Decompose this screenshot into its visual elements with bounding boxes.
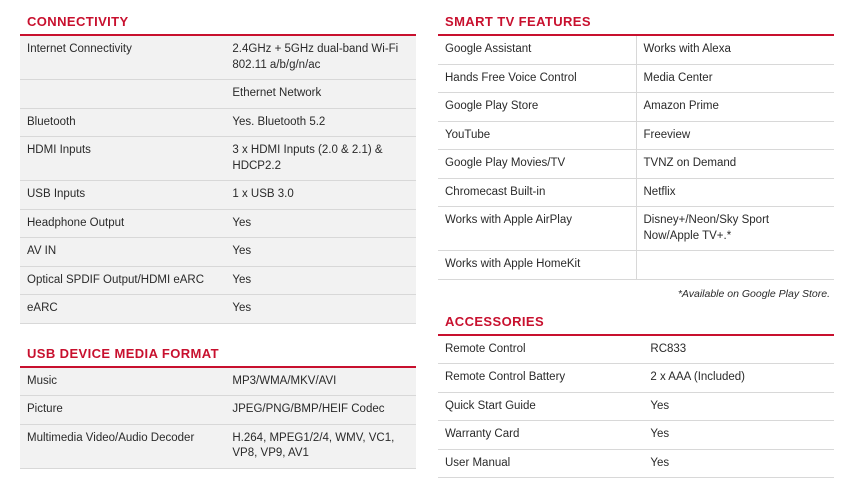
table-row xyxy=(20,209,416,238)
row-label: Warranty Card xyxy=(438,421,643,450)
usb-media-table xyxy=(20,368,416,469)
feature-right: Media Center xyxy=(636,64,834,93)
table-row xyxy=(438,64,834,93)
feature-right: Amazon Prime xyxy=(636,93,834,122)
table-row xyxy=(438,421,834,450)
row-value: Yes. Bluetooth 5.2 xyxy=(225,108,416,137)
connectivity-section xyxy=(20,14,416,324)
row-value: Yes xyxy=(643,421,834,450)
smart-tv-section xyxy=(438,14,834,300)
row-label: Music xyxy=(20,368,225,396)
accessories-table xyxy=(438,336,834,478)
smart-tv-title: SMART TV FEATURES xyxy=(445,14,591,29)
row-value: 3 x HDMI Inputs (2.0 & 2.1) & HDCP2.2 xyxy=(225,137,416,181)
row-value: RC833 xyxy=(643,336,834,364)
feature-left: Google Play Store xyxy=(438,93,636,122)
accessories-title: ACCESSORIES xyxy=(445,313,545,329)
row-label: AV IN xyxy=(20,238,225,267)
table-row xyxy=(438,392,834,421)
row-value: 2.4GHz + 5GHz dual-band Wi-Fi 802.11 a/b/g/n/ac xyxy=(225,36,416,80)
table-row xyxy=(438,150,834,179)
right-column xyxy=(438,14,834,478)
feature-left: Works with Apple HomeKit xyxy=(438,251,636,280)
table-row xyxy=(438,251,834,280)
feature-right: Works with Alexa xyxy=(636,36,834,64)
table-row xyxy=(20,108,416,137)
table-row xyxy=(20,266,416,295)
row-label xyxy=(20,80,225,109)
connectivity-table xyxy=(20,36,416,324)
row-label: eARC xyxy=(20,295,225,324)
feature-right: TVNZ on Demand xyxy=(636,150,834,179)
feature-left: Google Play Movies/TV xyxy=(438,150,636,179)
row-value: Yes xyxy=(225,238,416,267)
feature-left: Chromecast Built-in xyxy=(438,178,636,207)
smart-tv-table xyxy=(438,36,834,280)
row-value: 1 x USB 3.0 xyxy=(225,181,416,210)
section-spacer xyxy=(20,324,416,346)
feature-right xyxy=(636,251,834,280)
row-value: Yes xyxy=(643,392,834,421)
feature-left: Works with Apple AirPlay xyxy=(438,207,636,251)
row-value: MP3/WMA/MKV/AVI xyxy=(225,368,416,396)
row-label: Multimedia Video/Audio Decoder xyxy=(20,424,225,468)
section-spacer xyxy=(438,300,834,314)
row-value: 2 x AAA (Included) xyxy=(643,364,834,393)
table-row xyxy=(20,295,416,324)
table-row xyxy=(20,80,416,109)
table-row xyxy=(438,364,834,393)
row-label: Bluetooth xyxy=(20,108,225,137)
table-row xyxy=(438,336,834,364)
accessories-section xyxy=(438,314,834,478)
connectivity-title: CONNECTIVITY xyxy=(27,14,129,29)
feature-right: Disney+/Neon/Sky Sport Now/Apple TV+.* xyxy=(636,207,834,251)
row-label: User Manual xyxy=(438,449,643,478)
row-value: Yes xyxy=(225,295,416,324)
row-value: JPEG/PNG/BMP/HEIF Codec xyxy=(225,396,416,425)
row-value: H.264, MPEG1/2/4, WMV, VC1, VP8, VP9, AV1 xyxy=(225,424,416,468)
table-row xyxy=(438,178,834,207)
row-value: Yes xyxy=(225,209,416,238)
feature-right: Netflix xyxy=(636,178,834,207)
row-label: Picture xyxy=(20,396,225,425)
row-value: Yes xyxy=(643,449,834,478)
feature-left: Hands Free Voice Control xyxy=(438,64,636,93)
row-label: USB Inputs xyxy=(20,181,225,210)
feature-left: YouTube xyxy=(438,121,636,150)
row-label: Quick Start Guide xyxy=(438,392,643,421)
row-label: HDMI Inputs xyxy=(20,137,225,181)
usb-media-title: USB DEVICE MEDIA FORMAT xyxy=(27,345,219,361)
table-row xyxy=(438,36,834,64)
table-row xyxy=(20,137,416,181)
table-row xyxy=(438,121,834,150)
smart-tv-footnote: *Available on Google Play Store. xyxy=(677,287,830,300)
row-label: Headphone Output xyxy=(20,209,225,238)
row-label: Internet Connectivity xyxy=(20,36,225,80)
table-row xyxy=(438,207,834,251)
row-value: Ethernet Network xyxy=(225,80,416,109)
table-row xyxy=(20,181,416,210)
table-row xyxy=(438,449,834,478)
usb-media-section xyxy=(20,346,416,469)
row-label: Remote Control xyxy=(438,336,643,364)
left-column xyxy=(20,14,416,469)
table-row xyxy=(20,424,416,468)
row-value: Yes xyxy=(225,266,416,295)
table-row xyxy=(438,93,834,122)
row-label: Optical SPDIF Output/HDMI eARC xyxy=(20,266,225,295)
table-row xyxy=(20,368,416,396)
table-row xyxy=(20,396,416,425)
feature-right: Freeview xyxy=(636,121,834,150)
table-row xyxy=(20,238,416,267)
table-row xyxy=(20,36,416,80)
row-label: Remote Control Battery xyxy=(438,364,643,393)
feature-left: Google Assistant xyxy=(438,36,636,64)
